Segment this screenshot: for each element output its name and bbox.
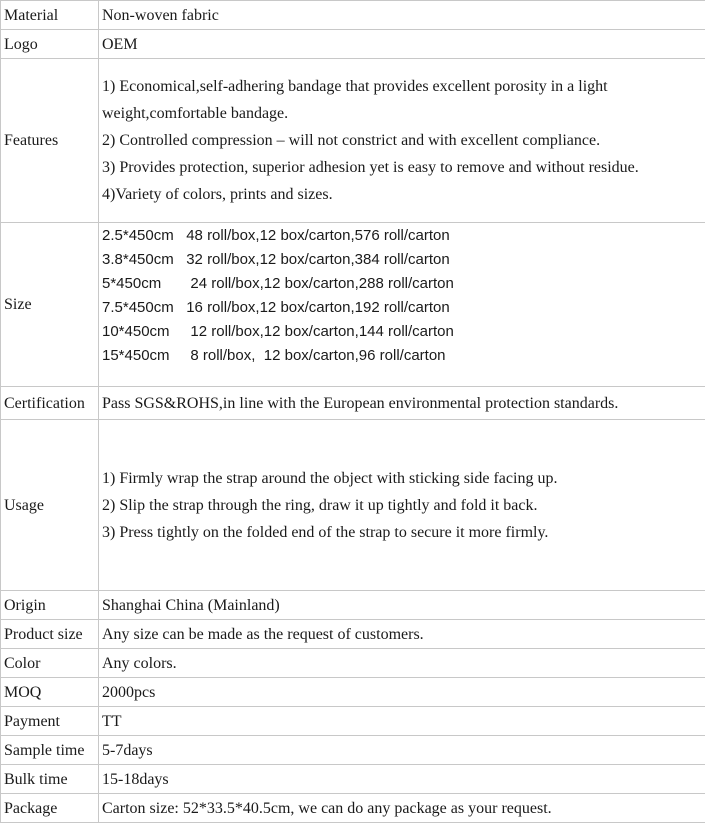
spec-row-material [1, 1, 705, 30]
spec-value: 2000pcs [99, 678, 705, 707]
size-line: 5*450cm 24 roll/box,12 box/carton,288 roll/carton [102, 275, 454, 292]
spec-row-bulk-time [1, 765, 705, 794]
size-line: 15*450cm 8 roll/box, 12 box/carton,96 roll/carton [102, 347, 446, 364]
spec-label: Logo [1, 30, 99, 59]
usage-line: 1) Firmly wrap the strap around the object with sticking side facing up. [102, 469, 558, 487]
feature-line: 4)Variety of colors, prints and sizes. [102, 186, 333, 203]
spec-label: Usage [1, 420, 99, 591]
feature-line: 2) Controlled compression – will not constrict and with excellent compliance. [102, 132, 601, 149]
spec-row-usage [1, 420, 705, 591]
spec-value-size [99, 223, 705, 387]
spec-value: Pass SGS&ROHS,in line with the European environmental protection standards. [99, 387, 705, 420]
spec-value: Any colors. [99, 649, 705, 678]
spec-value: Any size can be made as the request of customers. [99, 620, 705, 649]
spec-label: Package [1, 794, 99, 823]
spec-label: Payment [1, 707, 99, 736]
spec-row-sample-time [1, 736, 705, 765]
spec-value: Non-woven fabric [99, 1, 705, 30]
spec-row-moq [1, 678, 705, 707]
spec-value: TT [99, 707, 705, 736]
size-line: 10*450cm 12 roll/box,12 box/carton,144 roll/carton [102, 323, 454, 340]
spec-label: Material [1, 1, 99, 30]
spec-row-logo [1, 30, 705, 59]
spec-row-size [1, 223, 705, 387]
spec-label: MOQ [1, 678, 99, 707]
feature-line: 1) Economical,self-adhering bandage that provides excellent porosity in a light weight,comfortable bandage. [102, 78, 608, 122]
spec-label: Bulk time [1, 765, 99, 794]
spec-value-usage [99, 420, 705, 591]
spec-value: OEM [99, 30, 705, 59]
size-line: 7.5*450cm 16 roll/box,12 box/carton,192 roll/carton [102, 299, 450, 316]
spec-value: Shanghai China (Mainland) [99, 591, 705, 620]
spec-value: Carton size: 52*33.5*40.5cm, we can do any package as your request. [99, 794, 705, 823]
feature-line: 3) Provides protection, superior adhesion yet is easy to remove and without residue. [102, 159, 639, 176]
size-line: 2.5*450cm 48 roll/box,12 box/carton,576 roll/carton [102, 227, 450, 244]
spec-row-product-size [1, 620, 705, 649]
usage-line: 2) Slip the strap through the ring, draw it up tightly and fold it back. [102, 496, 538, 514]
spec-label: Size [1, 223, 99, 387]
spec-value-features [99, 59, 705, 223]
spec-row-color [1, 649, 705, 678]
spec-value: 5-7days [99, 736, 705, 765]
spec-label: Color [1, 649, 99, 678]
spec-row-payment [1, 707, 705, 736]
spec-label: Product size [1, 620, 99, 649]
spec-row-certification [1, 387, 705, 420]
spec-row-origin [1, 591, 705, 620]
spec-row-package [1, 794, 705, 823]
usage-line: 3) Press tightly on the folded end of the strap to secure it more firmly. [102, 523, 549, 541]
size-line: 3.8*450cm 32 roll/box,12 box/carton,384 roll/carton [102, 251, 450, 268]
spec-label: Certification [1, 387, 99, 420]
spec-label: Features [1, 59, 99, 223]
spec-row-features [1, 59, 705, 223]
spec-label: Origin [1, 591, 99, 620]
spec-value: 15-18days [99, 765, 705, 794]
spec-label: Sample time [1, 736, 99, 765]
